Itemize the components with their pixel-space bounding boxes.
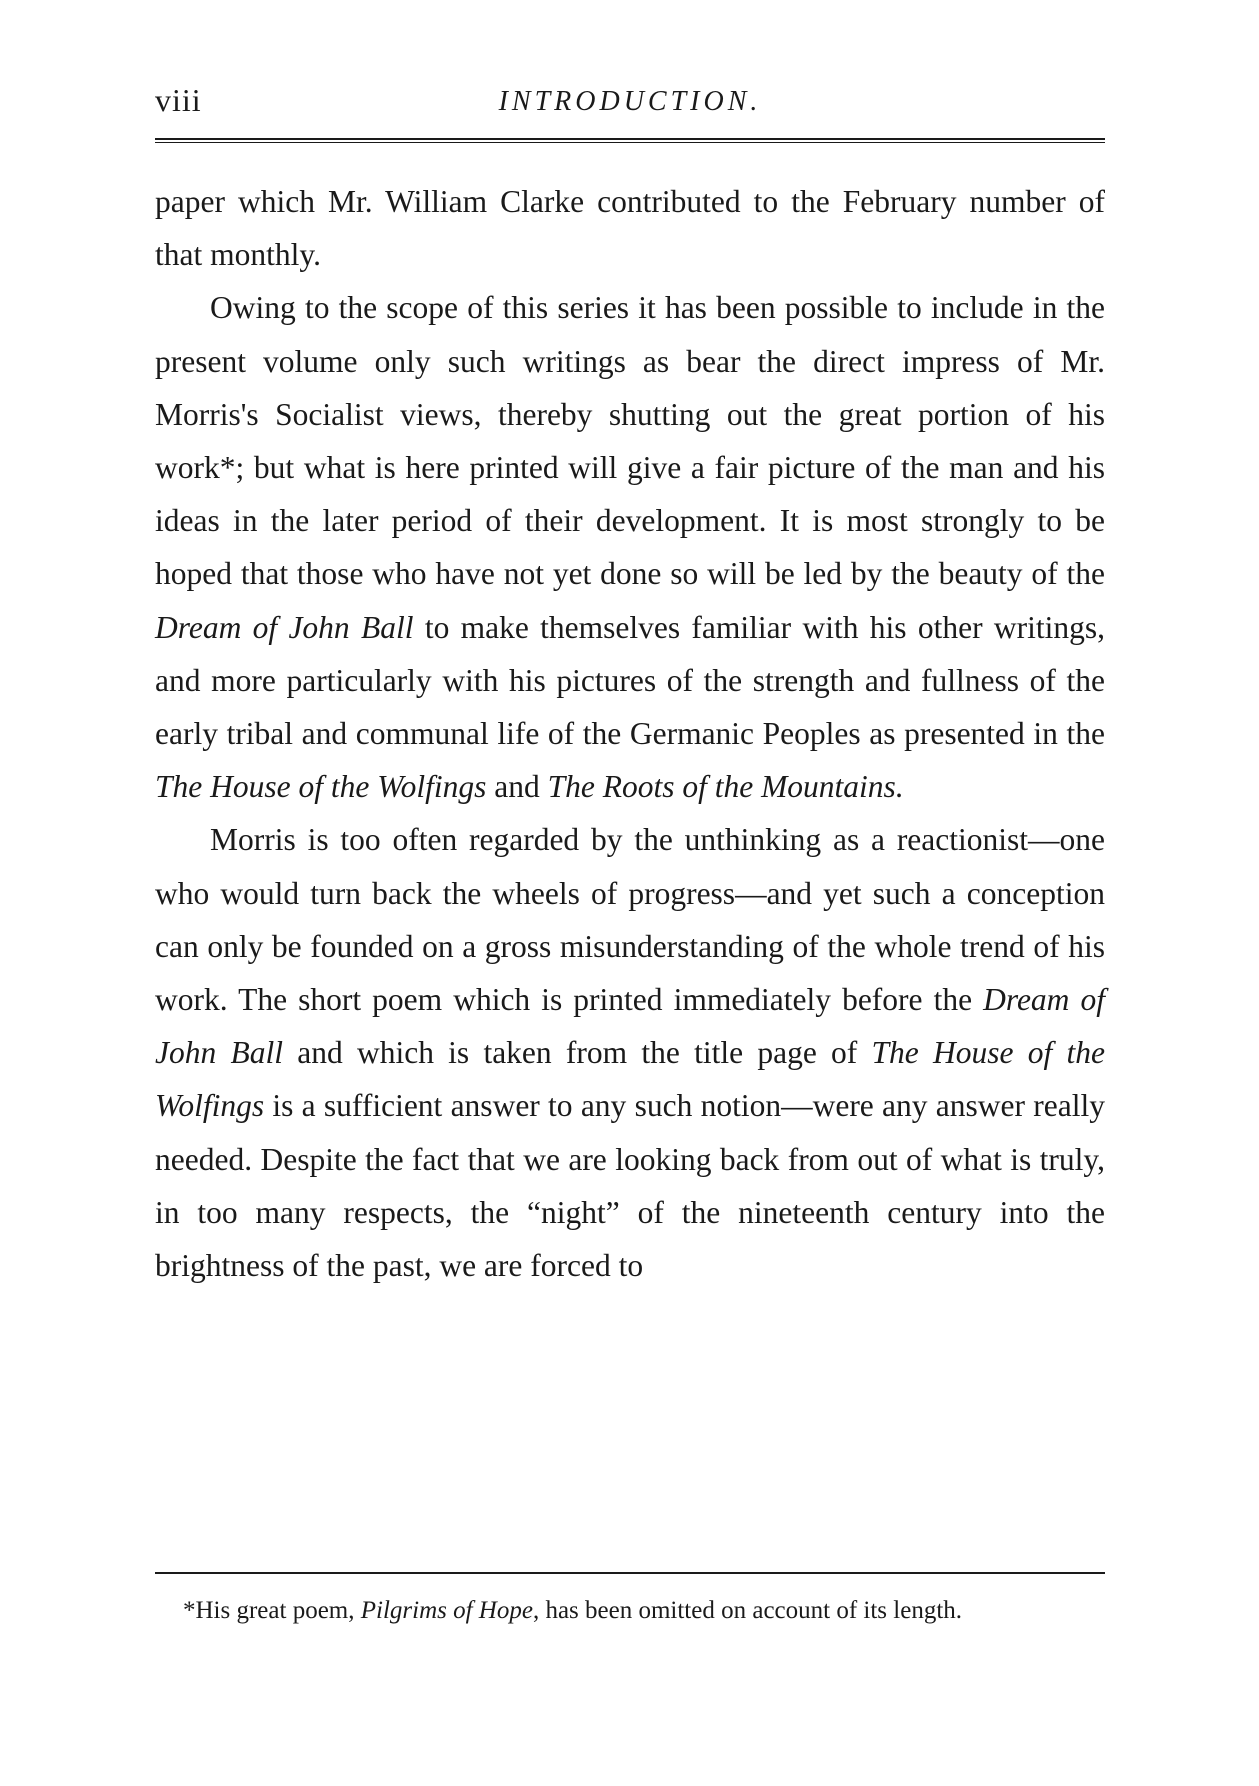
footnote-reference: * bbox=[219, 450, 236, 486]
title-house-of-the-wolfings: The House of the Wolfings bbox=[155, 1035, 1105, 1124]
title-house-of-the-wolfings: The House of the Wolfings bbox=[155, 769, 487, 805]
paragraph-scope: Owing to the scope of this series it has been possible to include in the present volume only such writings as bear the direct impress of Mr. Morris's Socialist views, thereby shutting out the great portion of his work*; but what is here printed will give a fair picture of the man and his ideas in the later period of their development. It is most strongly to be hoped that those who have not yet done so will be led by the beauty of the Dream of John Ball to make themselves familiar with his other writings, and more particularly with his pictures of the strength and fullness of the early tribal and communal life of the Germanic Peoples as presented in the The House of the Wolfings and The Roots of the Mountains. bbox=[155, 290, 1106, 805]
footnote: *His great poem, Pilgrims of Hope, has been omitted on account of its length. bbox=[183, 1597, 963, 1624]
header-rule bbox=[155, 138, 1105, 143]
footnote-mark: * bbox=[183, 1597, 196, 1624]
page-header bbox=[155, 82, 1105, 132]
body-text bbox=[155, 175, 1105, 1292]
paragraph-reactionist: Morris is too often regarded by the unthinking as a reactionist—one who would turn back the wheels of progress—and yet such a conception can only be founded on a gross misunderstanding of the whole trend of his work. The short poem which is printed immediately before the Dream of John Ball and which is taken from the title page of The House of the Wolfings is a sufficient answer to any such notion—were any answer really needed. Despite the fact that we are looking back from out of what is truly, in too many respects, the “night” of the nineteenth century into the brightness of the past, we are forced to bbox=[155, 822, 1105, 1284]
title-pilgrims-of-hope: Pilgrims of Hope bbox=[360, 1597, 533, 1624]
title-dream-of-john-ball: Dream of John Ball bbox=[155, 982, 1105, 1071]
title-roots-of-the-mountains: The Roots of the Mountains. bbox=[547, 769, 904, 805]
paragraph-continued: paper which Mr. William Clarke contributed to the February number of that monthly. bbox=[155, 184, 1105, 273]
footnote-rule bbox=[155, 1572, 1105, 1574]
page-number: viii bbox=[155, 82, 202, 118]
title-dream-of-john-ball: Dream of John Ball bbox=[155, 609, 414, 645]
running-title: INTRODUCTION. bbox=[498, 86, 762, 117]
